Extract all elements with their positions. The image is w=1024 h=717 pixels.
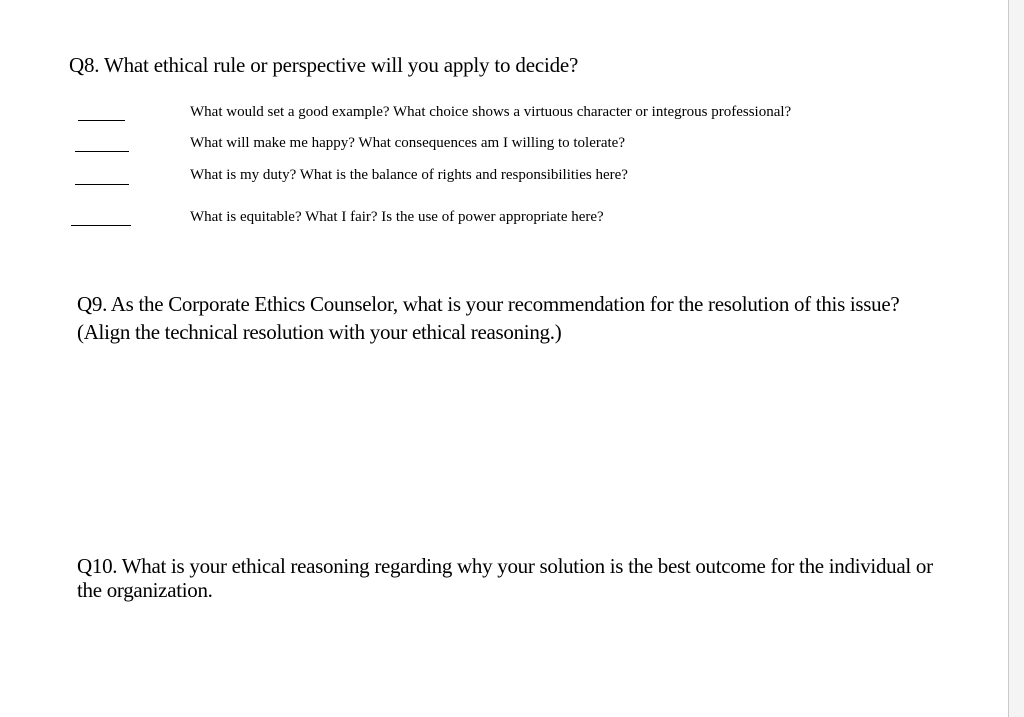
viewer-gutter (1009, 0, 1024, 717)
q8-option-justice (0, 205, 1000, 229)
answer-blank[interactable] (75, 184, 129, 185)
q10-question: Q10. What is your ethical reasoning regarding why your solution is the best outcome for the individual or the organization. (77, 554, 933, 602)
answer-blank[interactable] (75, 151, 129, 152)
option-text: What is my duty? What is the balance of rights and responsibilities here? (190, 167, 628, 183)
q8-question: Q8. What ethical rule or perspective will you apply to decide? (69, 53, 579, 77)
option-text: What will make me happy? What consequences am I willing to tolerate? (190, 135, 625, 151)
q8-option-duty (0, 163, 1000, 187)
option-text: What would set a good example? What choice shows a virtuous character or integrous professional? (190, 104, 792, 120)
answer-blank[interactable] (71, 225, 131, 226)
q8-option-virtue (0, 100, 1000, 124)
option-text: What is equitable? What I fair? Is the use of power appropriate here? (190, 209, 604, 225)
q9-question: Q9. As the Corporate Ethics Counselor, what is your recommendation for the resolution of this issue? (Align the technical resolution with your ethical reasoning.) (77, 292, 900, 344)
q8-option-consequences (0, 131, 1000, 155)
answer-blank[interactable] (78, 120, 125, 121)
